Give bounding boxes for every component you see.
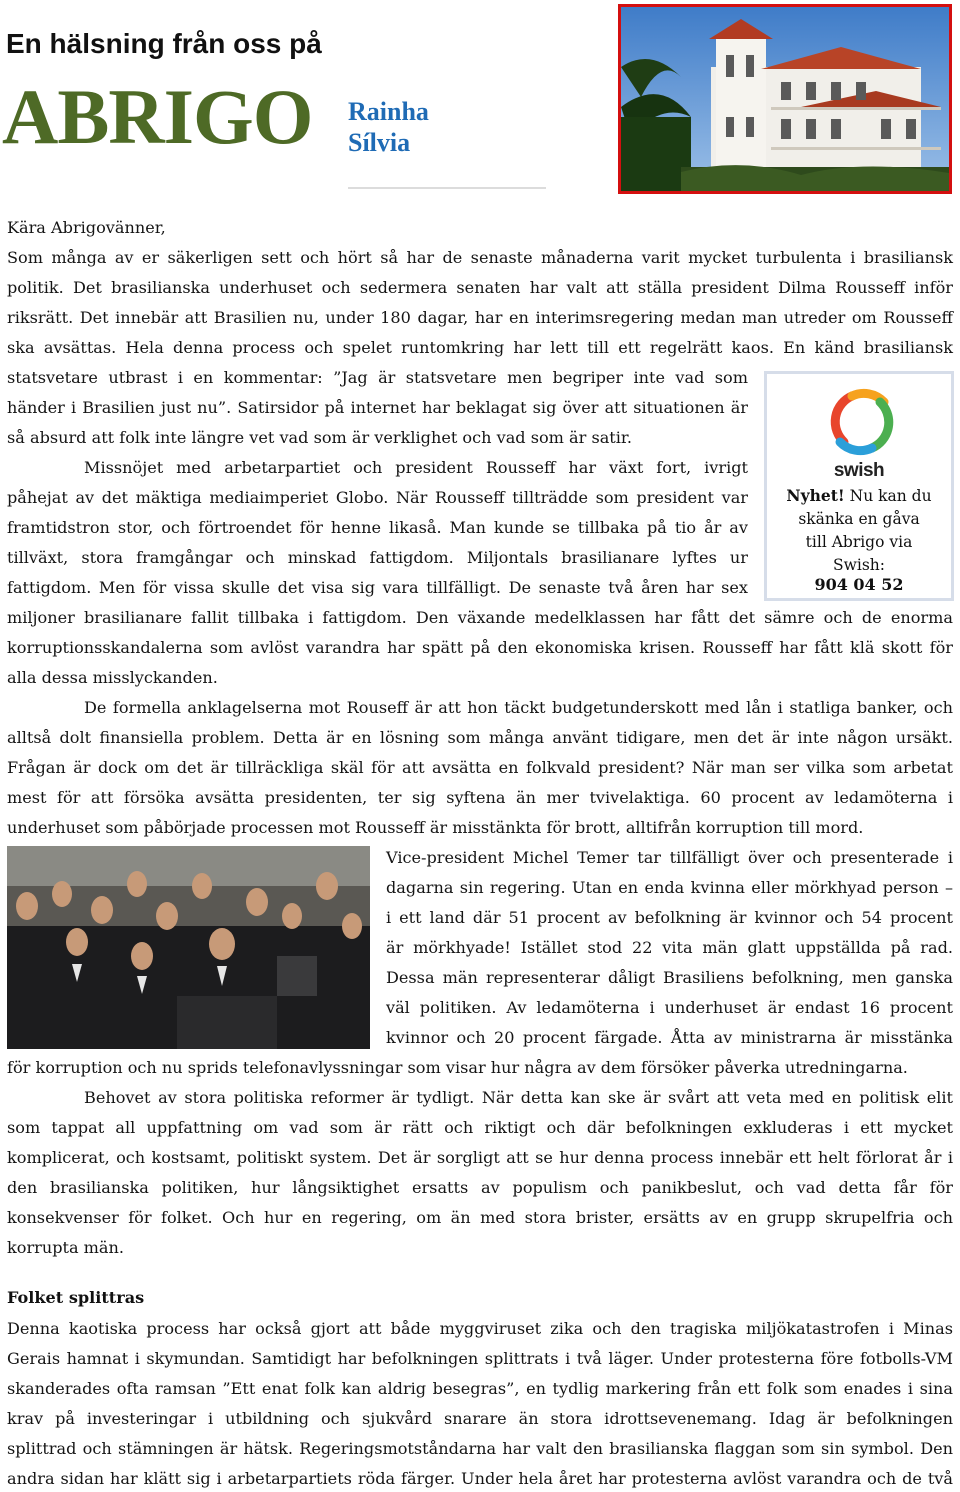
body-text-line: dagarna sin regering. Utan en enda kvinna eller mörkhyad person – bbox=[386, 878, 953, 897]
body-text-line: splittrad och stämningen är hätsk. Regeringsmotståndarna har valt den brasilianska flaggan som sin symbol. Den bbox=[7, 1439, 953, 1458]
body-text-line: Missnöjet med arbetarpartiet och president Rousseff har växt fort, ivrigt bbox=[84, 458, 748, 477]
body-text-line: ska avsättas. Hela denna process och spelet runtomkring har lett till ett regelrätt kaos. En känd brasiliansk bbox=[7, 338, 953, 357]
body-text-line: konsekvenser för folket. Och hur en regering, om än med stora brister, ersätts av en grupp skrupelfria och bbox=[7, 1208, 953, 1227]
body-text-line: Vice-president Michel Temer tar tillfälligt över och presenterade i bbox=[386, 848, 953, 867]
body-text-line: underhuset som påbörjade processen mot Rousseff är misstänkta för brott, alltifrån korruption till mord. bbox=[7, 818, 864, 837]
section-heading: Folket splittras bbox=[7, 1288, 145, 1307]
body-text-line: andra sidan har klätt sig i arbetarpartiets röda färger. Under hela året har protesterna avlöst varandra och de två bbox=[7, 1469, 953, 1488]
body-text-line: påhejat av det mäktiga mediaimperiet Globo. När Rousseff tillträdde som president var bbox=[7, 488, 748, 507]
body-text-line: tillväxt, stora framgångar och minskad fattigdom. Miljontals brasilianare lyftes ur bbox=[7, 548, 748, 567]
body-text-line: skanderades ofta ramsan ”Ett enat folk kan aldrig besegras”, en tydlig markering från ett folk som enades i sina bbox=[7, 1379, 953, 1398]
body-text-line: Kära Abrigovänner, bbox=[7, 218, 166, 237]
swish-nyhet-label: Nyhet! bbox=[786, 486, 845, 505]
body-text-line: riksrätt. Det innebär att Brasilien nu, under 180 dagar, har en interimsregering medan man utreder om Rousseff bbox=[7, 308, 953, 327]
building-illustration bbox=[621, 7, 949, 191]
body-text-line: så absurd att folk inte längre vet vad som är verklighet och vad som är satir. bbox=[7, 428, 632, 447]
body-text-line: korrupta män. bbox=[7, 1238, 125, 1257]
body-text-line: fattigdom. Men för vissa skulle det visa sig vara tillfälligt. De senaste två åren har sex bbox=[7, 578, 748, 597]
body-text-line: mest för att försöka avsätta presidenten, ter sig syftena än mer tvivelaktiga. 60 procent av ledamöterna i bbox=[7, 788, 953, 807]
swish-donation-box bbox=[764, 371, 954, 601]
greeting-heading: En hälsning från oss på bbox=[6, 28, 322, 59]
subtitle-divider bbox=[348, 187, 546, 189]
building-photo bbox=[618, 4, 952, 194]
org-title: ABRIGO bbox=[2, 73, 313, 160]
body-text-line: Gerais hamnat i skymundan. Samtidigt har befolkningen splittrats i två läger. Under protesterna före fotbolls-VM bbox=[7, 1349, 953, 1368]
body-text-line: De formella anklagelserna mot Rouseff är att hon täckt budgetunderskott med lån i statliga banker, och bbox=[84, 698, 953, 717]
body-text-line: statsvetare utbrast i en kommentar: ”Jag är statsvetare men begriper inte vad som bbox=[7, 368, 748, 387]
body-text-line: Behovet av stora politiska reformer är tydligt. När detta kan ske är svårt att veta med en politisk elit bbox=[84, 1088, 953, 1107]
press-event-illustration bbox=[7, 846, 370, 1049]
body-text-line: alla dessa misslyckanden. bbox=[7, 668, 218, 687]
swish-number: 904 04 52 bbox=[814, 575, 904, 594]
swish-wordmark: swish bbox=[833, 460, 885, 481]
swish-text-1: Nu kan du bbox=[844, 487, 932, 505]
body-text-line: Frågan är dock om det är tillräckliga skäl för att avsätta en folkvald president? När man ser vilka som arbetat bbox=[7, 758, 953, 777]
body-text-line: korruptionsskandalerna som avlöst varandra har spätt på den ekonomiska krisen. Rousseff har fått klä skott för bbox=[7, 638, 953, 657]
body-text-line: alltså dolt finansiella problem. Detta är en lösning som många använt tidigare, men det är inte någon ursäkt. bbox=[7, 728, 953, 747]
body-text-line: Som många av er säkerligen sett och hört så har de senaste månaderna varit mycket turbulenta i brasiliansk bbox=[7, 248, 953, 267]
body-text-line: väl politiken. Av ledamöterna i underhuset är endast 16 procent bbox=[386, 998, 953, 1017]
body-text-line: framtidstron stor, och förtroendet för henne likaså. Man kunde se tillbaka på tio år av bbox=[7, 518, 748, 537]
body-text-line: krav på investeringar i utbildning och sjukvård snarare än stora idrottsevenemang. Idag är befolkningen bbox=[7, 1409, 953, 1428]
swish-text-4: Swish: bbox=[832, 556, 885, 574]
subtitle-line-1: Rainha bbox=[348, 97, 429, 126]
swish-logo-icon bbox=[822, 382, 902, 462]
body-text-line: miljoner brasilianare fallit tillbaka i fattigdom. Den växande medelklassen har fått det sämre och de enorma bbox=[7, 608, 953, 627]
swish-text-3: till Abrigo via bbox=[805, 533, 913, 551]
body-text-line: för korruption och nu sprids telefonavlyssningar som visar hur några av dem försöker påverka utredningarna. bbox=[7, 1058, 908, 1077]
body-text-line: politik. Det brasilianska underhuset och sedermera senaten har valt att ställa president Dilma Rousseff inför bbox=[7, 278, 953, 297]
org-subtitle bbox=[348, 96, 548, 158]
swish-description bbox=[767, 484, 951, 577]
body-text-line: i ett land där 51 procent av befolkning är kvinnor och 54 procent bbox=[386, 908, 953, 927]
body-text-line: händer i Brasilien just nu”. Satirsidor på internet har beklagat sig över att situationen är bbox=[7, 398, 748, 417]
body-text-line: komplicerat, och kostsamt, politiskt system. Det är sorgligt att se hur denna process innebär ett helt förlorat år i bbox=[7, 1148, 953, 1167]
body-text-line: är mörkhyade! Istället stod 22 vita män glatt uppställda på rad. bbox=[386, 938, 953, 957]
swish-text-2: skänka en gåva bbox=[798, 510, 920, 528]
press-event-photo bbox=[7, 846, 370, 1049]
body-text-line: som tappat all uppfattning om vad som är rätt och riktigt och där befolkningen exkluderas i ett mycket bbox=[7, 1118, 953, 1137]
body-text-line: kvinnor och 20 procent färgade. Åtta av ministrarna är misstänka bbox=[386, 1028, 953, 1047]
body-text-line: Denna kaotiska process har också gjort att både myggviruset zika och den tragiska miljökatastrofen i Minas bbox=[7, 1319, 953, 1338]
subtitle-line-2: Sílvia bbox=[348, 128, 411, 157]
body-text-line: den brasilianska politiken, hur långsiktighet ersatts av populism och panikbeslut, och vad detta får för bbox=[7, 1178, 953, 1197]
body-text-line: Dessa män representerar dåligt Brasiliens befolkning, men ganska bbox=[386, 968, 953, 987]
